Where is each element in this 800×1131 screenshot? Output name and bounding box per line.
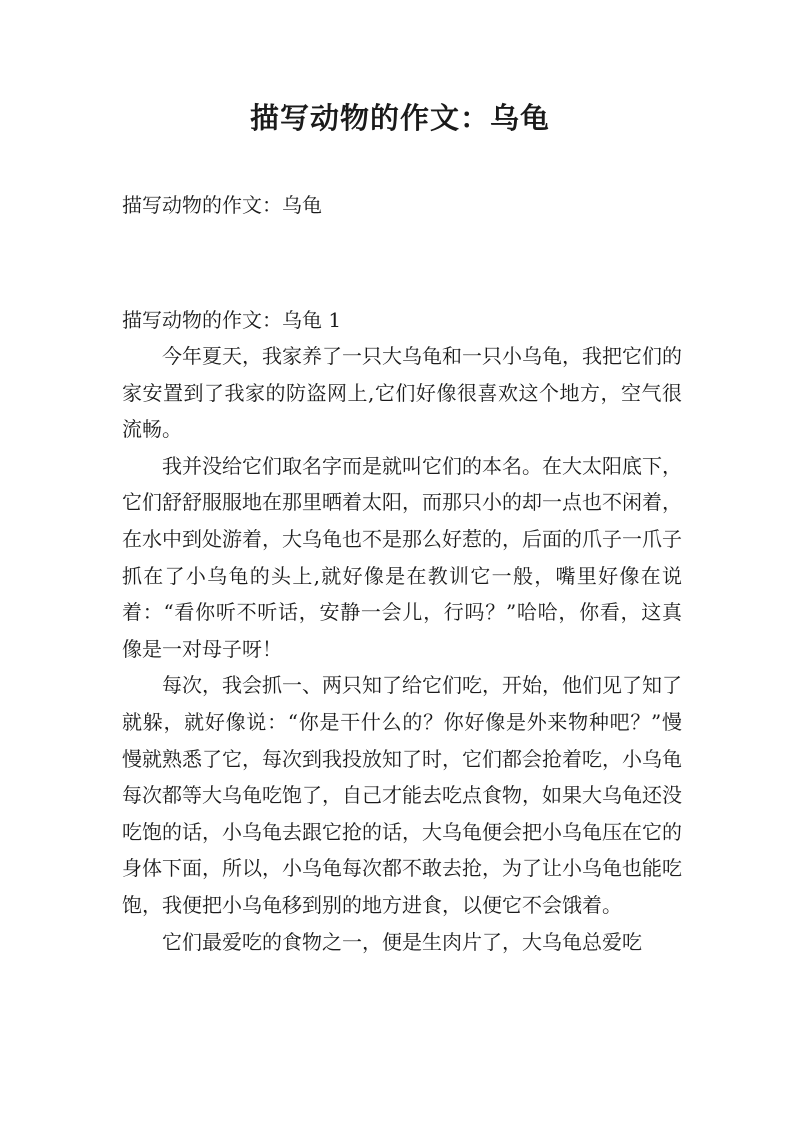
paragraph-2: 我并没给它们取名字而是就叫它们的本名。在大太阳底下，它们舒舒服服地在那里晒着太阳，而那只小的却一点也不闲着，在水中到处游着，大乌龟也不是那么好惹的，后面的爪子一爪子抓在了小乌龟的头上,就好像是在教训它一般，嘴里好像在说着：“看你听不听话，安静一会儿，行吗？”哈哈，你看，这真像是一对母子呀！ bbox=[122, 453, 682, 661]
section-heading: 描写动物的作文：乌龟 1 bbox=[122, 308, 342, 332]
paragraph-4: 它们最爱吃的食物之一，便是生肉片了，大乌龟总爱吃 bbox=[162, 929, 642, 954]
paragraph-3: 每次，我会抓一、两只知了给它们吃，开始，他们见了知了就躲，就好像说：“你是干什么的？你好像是外来物种吧？”慢慢就熟悉了它，每次到我投放知了时，它们都会抢着吃，小乌龟每次都等大乌龟吃饱了，自己才能去吃点食物，如果大乌龟还没吃饱的话，小乌龟去跟它抢的话，大乌龟便会把小乌龟压在它的身体下面，所以，小乌龟每次都不敢去抢，为了让小乌龟也能吃饱，我便把小乌龟移到别的地方进食，以便它不会饿着。 bbox=[122, 673, 682, 917]
document-subtitle: 描写动物的作文：乌龟 bbox=[122, 193, 322, 217]
paragraph-1: 今年夏天，我家养了一只大乌龟和一只小乌龟，我把它们的家安置到了我家的防盗网上,它们好像很喜欢这个地方，空气很流畅。 bbox=[122, 344, 682, 442]
document-title: 描写动物的作文：乌龟 bbox=[249, 101, 550, 135]
article-body bbox=[122, 302, 682, 960]
